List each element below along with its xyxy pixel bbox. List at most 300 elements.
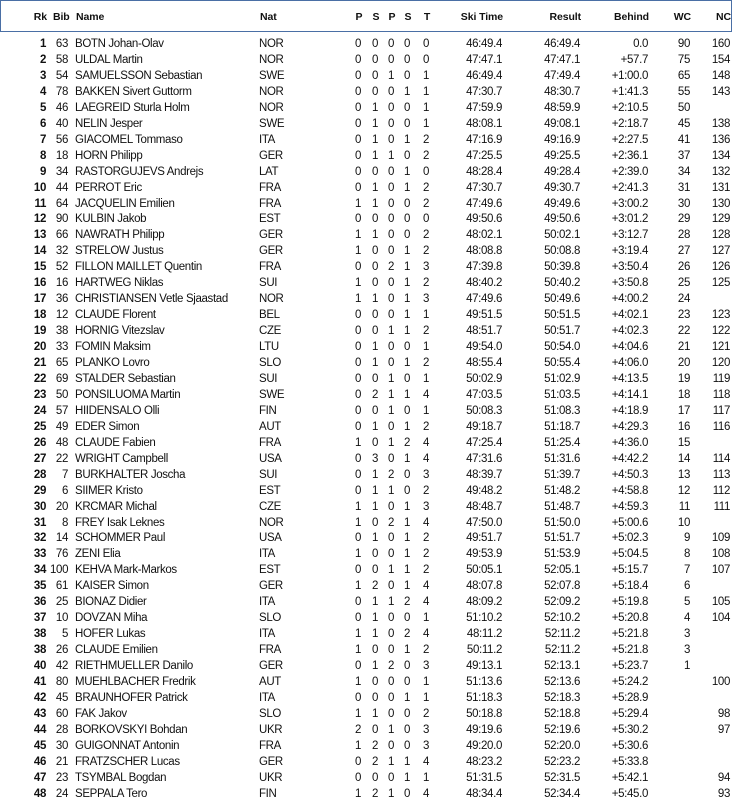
total-misses-cell: 2: [422, 133, 430, 146]
bib-cell: 36: [55, 293, 68, 306]
prone-2-misses-cell: 1: [387, 484, 395, 497]
total-misses-cell: 2: [422, 644, 430, 657]
nation-cell: NOR: [259, 38, 284, 50]
rank-cell: 41: [33, 676, 46, 688]
athlete-name-cell: SIIMER Kristo: [75, 484, 143, 497]
ski-time-cell: 47:03.5: [466, 388, 502, 401]
bib-cell: 40: [55, 117, 68, 130]
world-cup-points-cell: 34: [677, 165, 690, 178]
table-row: [0, 261, 738, 277]
nations-cup-points-cell: 122: [711, 325, 730, 338]
result-cell: 52:23.2: [544, 755, 580, 768]
result-cell: 52:07.8: [544, 580, 580, 593]
behind-cell: +5:30.2: [611, 723, 648, 736]
world-cup-points-cell: 37: [677, 149, 690, 162]
prone-1-misses-cell: 0: [354, 660, 362, 673]
bib-cell: 80: [55, 676, 68, 688]
result-cell: 49:16.9: [544, 133, 580, 146]
world-cup-points-cell: 10: [677, 516, 690, 529]
standing-1-misses-cell: 1: [371, 484, 379, 497]
result-cell: 50:49.6: [544, 293, 580, 306]
total-misses-cell: 1: [422, 309, 430, 322]
table-row: [0, 166, 738, 182]
prone-2-misses-cell: 1: [387, 404, 395, 417]
ski-time-cell: 49:48.2: [466, 484, 502, 497]
behind-cell: +2:41.3: [611, 181, 648, 194]
standing-2-misses-cell: 1: [403, 133, 411, 146]
bib-cell: 5: [61, 628, 68, 641]
nation-cell: LAT: [259, 165, 279, 178]
total-misses-cell: 1: [422, 101, 430, 114]
prone-2-misses-cell: 0: [387, 452, 395, 465]
prone-1-misses-cell: 1: [354, 500, 362, 513]
nations-cup-points-cell: 123: [711, 309, 730, 322]
header-rank: Rk: [33, 11, 47, 23]
total-misses-cell: 3: [422, 739, 430, 752]
nation-cell: NOR: [259, 101, 284, 114]
result-cell: 51:25.4: [544, 436, 580, 449]
table-row: [0, 676, 738, 692]
standing-1-misses-cell: 0: [371, 213, 379, 226]
standing-2-misses-cell: 0: [403, 676, 411, 688]
prone-1-misses-cell: 0: [354, 532, 362, 545]
prone-1-misses-cell: 0: [354, 38, 362, 50]
standing-2-misses-cell: 1: [403, 644, 411, 657]
nations-cup-points-cell: 129: [711, 213, 730, 226]
prone-2-misses-cell: 0: [387, 548, 395, 561]
nation-cell: GER: [259, 660, 283, 673]
rank-cell: 15: [33, 261, 46, 274]
athlete-name-cell: SCHOMMER Paul: [75, 532, 166, 545]
rank-cell: 16: [33, 277, 46, 290]
nation-cell: FIN: [259, 787, 277, 800]
ski-time-cell: 50:02.9: [466, 372, 502, 385]
result-cell: 48:59.9: [544, 101, 580, 114]
behind-cell: +5:33.8: [611, 755, 648, 768]
standing-2-misses-cell: 1: [403, 181, 411, 194]
total-misses-cell: 1: [422, 69, 430, 82]
total-misses-cell: 4: [422, 755, 430, 768]
standing-2-misses-cell: 0: [403, 38, 411, 50]
nations-cup-points-cell: 108: [711, 548, 730, 561]
behind-cell: +5:29.4: [611, 707, 648, 720]
result-cell: 50:55.4: [544, 357, 580, 369]
behind-cell: +3:00.2: [611, 197, 648, 210]
ski-time-cell: 47:50.0: [466, 516, 502, 529]
prone-2-misses-cell: 0: [387, 85, 395, 98]
result-cell: 49:25.5: [544, 149, 580, 162]
world-cup-points-cell: 9: [683, 532, 690, 545]
behind-cell: +3:19.4: [611, 245, 648, 258]
rank-cell: 37: [33, 612, 46, 625]
total-misses-cell: 2: [422, 229, 430, 242]
result-cell: 52:13.1: [544, 660, 580, 673]
result-cell: 51:03.5: [544, 388, 580, 401]
standing-2-misses-cell: 1: [403, 165, 411, 178]
rank-cell: 11: [34, 197, 46, 210]
prone-1-misses-cell: 1: [354, 707, 362, 720]
prone-1-misses-cell: 0: [354, 261, 362, 274]
prone-1-misses-cell: 0: [354, 341, 362, 354]
standing-1-misses-cell: 0: [371, 516, 379, 529]
nation-cell: SLO: [259, 707, 281, 720]
prone-2-misses-cell: 0: [387, 739, 395, 752]
rank-cell: 33: [33, 548, 46, 561]
behind-cell: +4:29.3: [611, 420, 648, 433]
standing-1-misses-cell: 1: [371, 660, 379, 673]
ski-time-cell: 49:54.0: [466, 341, 502, 354]
standing-1-misses-cell: 2: [371, 755, 379, 768]
behind-cell: +5:00.6: [611, 516, 648, 529]
nations-cup-points-cell: 111: [713, 500, 730, 513]
bib-cell: 61: [55, 580, 68, 593]
rank-cell: 32: [33, 532, 46, 545]
nation-cell: SWE: [259, 117, 285, 130]
prone-2-misses-cell: 0: [387, 691, 395, 704]
result-cell: 52:18.3: [544, 691, 580, 704]
nations-cup-points-cell: 104: [711, 612, 730, 625]
standing-1-misses-cell: 1: [371, 612, 379, 625]
nations-cup-points-cell: 97: [717, 723, 730, 736]
rank-cell: 29: [33, 484, 46, 497]
bib-cell: 76: [55, 548, 68, 561]
world-cup-points-cell: 14: [677, 452, 690, 465]
result-cell: 52:09.2: [544, 596, 580, 609]
ski-time-cell: 47:25.4: [466, 436, 502, 449]
nations-cup-points-cell: 113: [712, 468, 730, 481]
ski-time-cell: 51:13.6: [466, 676, 502, 688]
standing-2-misses-cell: 0: [403, 723, 411, 736]
rank-cell: 22: [33, 372, 46, 385]
rank-cell: 12: [33, 213, 46, 226]
prone-1-misses-cell: 1: [354, 739, 362, 752]
standing-2-misses-cell: 1: [403, 452, 411, 465]
standing-1-misses-cell: 0: [371, 245, 379, 258]
rank-cell: 8: [39, 149, 46, 162]
world-cup-points-cell: 21: [677, 341, 690, 354]
ski-time-cell: 50:18.8: [466, 707, 502, 720]
athlete-name-cell: PLANKO Lovro: [75, 357, 150, 369]
rank-cell: 48: [33, 787, 46, 800]
table-row: [0, 724, 738, 740]
athlete-name-cell: SEPPALA Tero: [75, 787, 148, 800]
bib-cell: 64: [55, 197, 68, 210]
ski-time-cell: 49:18.7: [466, 420, 502, 433]
table-row: [0, 54, 738, 70]
prone-2-misses-cell: 1: [387, 564, 395, 577]
behind-cell: +4:06.0: [611, 357, 648, 369]
nations-cup-points-cell: 132: [711, 165, 730, 178]
behind-cell: +5:02.3: [611, 532, 648, 545]
world-cup-points-cell: 5: [683, 596, 690, 609]
behind-cell: +5:19.8: [611, 596, 648, 609]
standing-2-misses-cell: 2: [403, 596, 411, 609]
athlete-name-cell: BAKKEN Sivert Guttorm: [75, 85, 192, 98]
nations-cup-points-cell: 128: [711, 229, 730, 242]
prone-1-misses-cell: 0: [354, 325, 362, 338]
bib-cell: 32: [55, 245, 68, 258]
behind-cell: +4:36.0: [611, 436, 648, 449]
prone-1-misses-cell: 1: [354, 229, 362, 242]
prone-2-misses-cell: 1: [387, 149, 395, 162]
table-row: [0, 548, 738, 564]
prone-1-misses-cell: 0: [354, 420, 362, 433]
standing-1-misses-cell: 1: [371, 532, 379, 545]
nations-cup-points-cell: 131: [711, 181, 730, 194]
standing-2-misses-cell: 1: [403, 309, 411, 322]
ski-time-cell: 47:47.1: [466, 53, 502, 66]
result-cell: 51:48.7: [544, 500, 580, 513]
total-misses-cell: 2: [422, 532, 430, 545]
prone-1-misses-cell: 1: [354, 644, 362, 657]
rank-cell: 31: [33, 516, 46, 529]
behind-cell: +5:45.0: [611, 787, 648, 800]
table-row: [0, 756, 738, 772]
table-row: [0, 469, 738, 485]
total-misses-cell: 1: [422, 341, 430, 354]
bib-cell: 30: [55, 739, 68, 752]
standing-1-misses-cell: 1: [371, 197, 379, 210]
rank-cell: 2: [39, 53, 46, 66]
prone-2-misses-cell: 0: [387, 53, 395, 66]
bib-cell: 26: [55, 644, 68, 657]
world-cup-points-cell: 16: [677, 420, 690, 433]
standing-1-misses-cell: 0: [371, 548, 379, 561]
prone-1-misses-cell: 1: [354, 436, 362, 449]
world-cup-points-cell: 31: [677, 181, 690, 194]
prone-2-misses-cell: 0: [387, 707, 395, 720]
header-standing-2: S: [404, 11, 412, 23]
standing-2-misses-cell: 0: [403, 149, 411, 162]
athlete-name-cell: NAWRATH Philipp: [75, 229, 165, 242]
athlete-name-cell: BRAUNHOFER Patrick: [75, 691, 188, 704]
standing-1-misses-cell: 0: [371, 165, 379, 178]
prone-1-misses-cell: 0: [354, 69, 362, 82]
bib-cell: 48: [55, 436, 68, 449]
prone-1-misses-cell: 0: [354, 309, 362, 322]
bib-cell: 8: [61, 516, 68, 529]
result-cell: 49:50.6: [544, 213, 580, 226]
world-cup-points-cell: 6: [683, 580, 690, 593]
nations-cup-points-cell: 121: [711, 341, 730, 354]
athlete-name-cell: HOFER Lukas: [75, 628, 146, 641]
ski-time-cell: 46:49.4: [466, 38, 502, 50]
standing-2-misses-cell: 0: [403, 612, 411, 625]
header-name: Name: [76, 11, 105, 23]
standing-1-misses-cell: 0: [371, 676, 379, 688]
rank-cell: 9: [39, 165, 46, 178]
world-cup-points-cell: 75: [677, 53, 690, 66]
athlete-name-cell: RASTORGUJEVS Andrejs: [75, 165, 204, 178]
standing-2-misses-cell: 0: [403, 341, 411, 354]
bib-cell: 52: [55, 261, 68, 274]
prone-2-misses-cell: 0: [387, 245, 395, 258]
nation-cell: ITA: [259, 133, 275, 146]
standing-1-misses-cell: 0: [371, 771, 379, 784]
behind-cell: +2:36.1: [611, 149, 648, 162]
rank-cell: 34: [33, 564, 46, 577]
result-cell: 51:39.7: [544, 468, 580, 481]
nation-cell: FRA: [259, 197, 281, 210]
rank-cell: 24: [33, 404, 46, 417]
athlete-name-cell: BORKOVSKYI Bohdan: [75, 723, 188, 736]
behind-cell: +5:18.4: [611, 580, 648, 593]
standing-2-misses-cell: 1: [403, 500, 411, 513]
result-cell: 52:19.6: [544, 723, 580, 736]
nation-cell: ITA: [259, 596, 275, 609]
world-cup-points-cell: 28: [677, 229, 690, 242]
standing-2-misses-cell: 0: [403, 660, 411, 673]
world-cup-points-cell: 45: [677, 117, 690, 130]
athlete-name-cell: MUEHLBACHER Fredrik: [75, 676, 196, 688]
standing-1-misses-cell: 1: [371, 149, 379, 162]
standing-1-misses-cell: 0: [371, 69, 379, 82]
prone-1-misses-cell: 0: [354, 468, 362, 481]
behind-cell: +4:02.3: [611, 325, 648, 338]
standing-2-misses-cell: 0: [403, 739, 411, 752]
prone-2-misses-cell: 0: [387, 213, 395, 226]
standing-1-misses-cell: 0: [371, 309, 379, 322]
ski-time-cell: 51:31.5: [466, 771, 502, 784]
prone-2-misses-cell: 2: [387, 468, 395, 481]
result-cell: 47:49.4: [544, 69, 580, 82]
standing-1-misses-cell: 3: [371, 452, 379, 465]
nation-cell: ITA: [259, 691, 275, 704]
nation-cell: ITA: [259, 548, 275, 561]
rank-cell: 6: [39, 117, 46, 130]
prone-1-misses-cell: 1: [354, 628, 362, 641]
standing-1-misses-cell: 1: [371, 181, 379, 194]
prone-2-misses-cell: 0: [387, 117, 395, 130]
result-cell: 51:48.2: [544, 484, 580, 497]
athlete-name-cell: HORNIG Vitezslav: [75, 325, 165, 338]
behind-cell: +5:04.5: [611, 548, 648, 561]
prone-1-misses-cell: 1: [354, 787, 362, 800]
rank-cell: 3: [39, 69, 46, 82]
athlete-name-cell: JACQUELIN Emilien: [75, 197, 175, 210]
prone-1-misses-cell: 0: [354, 133, 362, 146]
prone-1-misses-cell: 0: [354, 181, 362, 194]
header-prone-2: P: [388, 11, 396, 23]
nation-cell: BEL: [259, 309, 280, 322]
world-cup-points-cell: 7: [683, 564, 690, 577]
result-cell: 49:49.6: [544, 197, 580, 210]
total-misses-cell: 2: [422, 548, 430, 561]
standing-2-misses-cell: 0: [403, 229, 411, 242]
standing-1-misses-cell: 0: [371, 38, 379, 50]
nation-cell: ITA: [259, 628, 275, 641]
nations-cup-points-cell: 148: [711, 69, 730, 82]
standing-1-misses-cell: 1: [371, 357, 379, 369]
result-cell: 51:08.3: [544, 404, 580, 417]
nation-cell: FRA: [259, 181, 281, 194]
total-misses-cell: 3: [422, 468, 430, 481]
nation-cell: EST: [259, 484, 281, 497]
result-cell: 50:02.1: [544, 229, 580, 242]
nations-cup-points-cell: 118: [712, 388, 730, 401]
standing-2-misses-cell: 1: [403, 245, 411, 258]
result-cell: 52:34.4: [544, 787, 580, 800]
nations-cup-points-cell: 160: [711, 38, 730, 50]
nation-cell: GER: [259, 149, 283, 162]
rank-cell: 1: [39, 38, 46, 50]
nations-cup-points-cell: 119: [712, 372, 730, 385]
result-cell: 52:05.1: [544, 564, 580, 577]
world-cup-points-cell: 26: [677, 261, 690, 274]
standing-1-misses-cell: 0: [371, 261, 379, 274]
prone-1-misses-cell: 1: [354, 548, 362, 561]
prone-2-misses-cell: 0: [387, 771, 395, 784]
rank-cell: 26: [33, 436, 46, 449]
standing-2-misses-cell: 2: [403, 436, 411, 449]
nations-cup-points-cell: 98: [717, 707, 730, 720]
bib-cell: 44: [55, 181, 68, 194]
result-cell: 50:40.2: [544, 277, 580, 290]
standing-2-misses-cell: 0: [403, 213, 411, 226]
rank-cell: 38: [33, 628, 46, 641]
prone-1-misses-cell: 1: [354, 277, 362, 290]
standing-1-misses-cell: 1: [371, 117, 379, 130]
ski-time-cell: 49:20.0: [466, 739, 502, 752]
total-misses-cell: 0: [422, 53, 430, 66]
rank-cell: 7: [39, 133, 46, 146]
result-cell: 50:54.0: [544, 341, 580, 354]
prone-2-misses-cell: 1: [387, 69, 395, 82]
world-cup-points-cell: 17: [677, 404, 690, 417]
prone-2-misses-cell: 0: [387, 580, 395, 593]
standing-1-misses-cell: 0: [371, 691, 379, 704]
result-cell: 52:31.5: [544, 771, 580, 784]
nations-cup-points-cell: 138: [711, 117, 730, 130]
prone-1-misses-cell: 1: [354, 580, 362, 593]
athlete-name-cell: FOMIN Maksim: [75, 341, 151, 354]
athlete-name-cell: ULDAL Martin: [75, 53, 143, 66]
nation-cell: SWE: [259, 388, 285, 401]
athlete-name-cell: BURKHALTER Joscha: [75, 468, 186, 481]
prone-2-misses-cell: 0: [387, 676, 395, 688]
standing-1-misses-cell: 0: [371, 564, 379, 577]
result-cell: 52:13.6: [544, 676, 580, 688]
world-cup-points-cell: 25: [677, 277, 690, 290]
world-cup-points-cell: 27: [677, 245, 690, 258]
standing-1-misses-cell: 0: [371, 53, 379, 66]
nation-cell: SUI: [259, 277, 278, 290]
bib-cell: 90: [55, 213, 68, 226]
prone-2-misses-cell: 1: [387, 325, 395, 338]
rank-cell: 44: [33, 723, 46, 736]
prone-2-misses-cell: 0: [387, 277, 395, 290]
nation-cell: NOR: [259, 293, 284, 306]
table-row: [0, 517, 738, 533]
ski-time-cell: 47:25.5: [466, 149, 502, 162]
standing-1-misses-cell: 1: [371, 229, 379, 242]
rank-cell: 4: [39, 85, 46, 98]
world-cup-points-cell: 50: [677, 101, 690, 114]
header-behind: Behind: [614, 11, 649, 23]
nation-cell: GER: [259, 229, 283, 242]
athlete-name-cell: FILLON MAILLET Quentin: [75, 261, 202, 274]
nation-cell: CZE: [259, 500, 281, 513]
total-misses-cell: 2: [422, 357, 430, 369]
behind-cell: +4:50.3: [611, 468, 648, 481]
total-misses-cell: 4: [422, 628, 430, 641]
standing-1-misses-cell: 1: [371, 468, 379, 481]
standing-1-misses-cell: 1: [371, 101, 379, 114]
nation-cell: GER: [259, 580, 283, 593]
prone-1-misses-cell: 0: [354, 771, 362, 784]
ski-time-cell: 48:55.4: [466, 357, 502, 369]
bib-cell: 6: [61, 484, 68, 497]
